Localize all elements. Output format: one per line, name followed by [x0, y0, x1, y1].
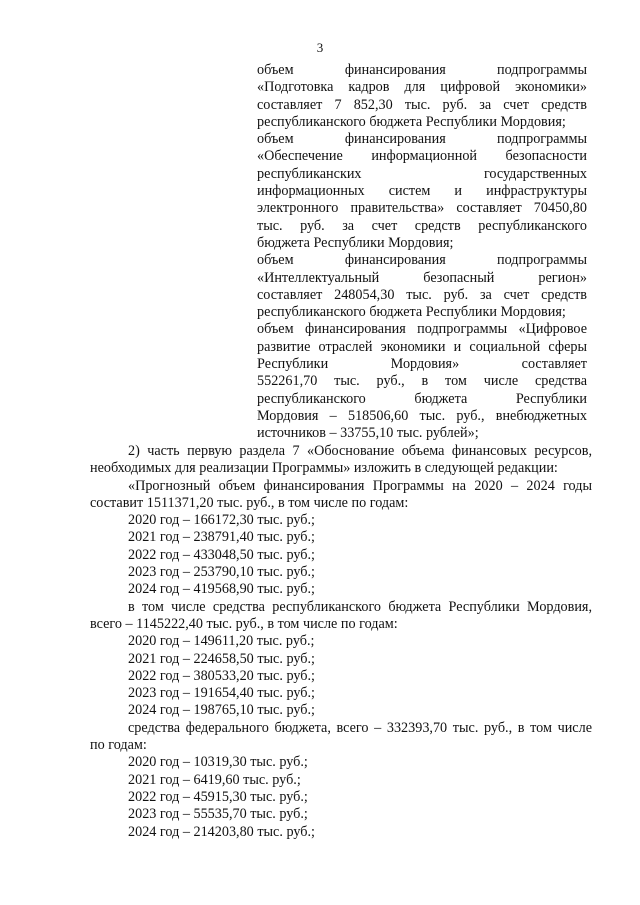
- body-text-line: «Прогнозный объем финансирования Программы на 2020 – 2024 годы: [128, 477, 592, 494]
- amendment-text: [90, 443, 592, 841]
- column-text-line: объем финансирования подпрограммы: [257, 131, 587, 148]
- body-text-line: составит 1511371,20 тыс. руб., в том числе по годам:: [90, 494, 409, 511]
- body-text-line: 2023 год – 191654,40 тыс. руб.;: [128, 685, 315, 702]
- body-text-line: 2020 год – 149611,20 тыс. руб.;: [128, 633, 315, 650]
- body-text-line: средства федерального бюджета, всего – 332393,70 тыс. руб., в том числе: [128, 719, 592, 736]
- body-text-line: 2024 год – 419568,90 тыс. руб.;: [128, 581, 315, 598]
- body-text-line: 2024 год – 214203,80 тыс. руб.;: [128, 823, 315, 840]
- column-text-line: республиканского бюджета Республики: [257, 390, 587, 407]
- column-text-line: источников – 33755,10 тыс. рублей»;: [257, 425, 479, 442]
- body-text-line: 2021 год – 238791,40 тыс. руб.;: [128, 529, 315, 546]
- body-text-line: необходимых для реализации Программы» изложить в следующей редакции:: [90, 460, 558, 477]
- column-text-line: объем финансирования подпрограммы «Цифровое: [257, 321, 587, 338]
- column-text-line: 552261,70 тыс. руб., в том числе средства: [257, 373, 587, 390]
- body-text-line: по годам:: [90, 737, 147, 754]
- body-text-line: всего – 1145222,40 тыс. руб., в том числе по годам:: [90, 615, 398, 632]
- body-text-line: 2021 год – 6419,60 тыс. руб.;: [128, 771, 301, 788]
- column-text-line: республиканских государственных: [257, 165, 587, 182]
- body-text-line: 2022 год – 433048,50 тыс. руб.;: [128, 546, 315, 563]
- column-text-line: составляет 248054,30 тыс. руб. за счет средств: [257, 286, 587, 303]
- column-text-line: Мордовия – 518506,60 тыс. руб., внебюджетных: [257, 407, 587, 424]
- column-text-line: «Подготовка кадров для цифровой экономики»: [257, 79, 587, 96]
- column-text-line: республиканского бюджета Республики Мордовия;: [257, 304, 566, 321]
- column-text-line: электронного правительства» составляет 70450,80: [257, 200, 587, 217]
- column-text-line: республиканского бюджета Республики Мордовия;: [257, 113, 566, 130]
- column-text-line: информационных систем и инфраструктуры: [257, 183, 587, 200]
- column-text-line: объем финансирования подпрограммы: [257, 62, 587, 78]
- body-text-line: 2024 год – 198765,10 тыс. руб.;: [128, 702, 315, 719]
- body-text-line: 2023 год – 55535,70 тыс. руб.;: [128, 806, 308, 823]
- body-text-line: 2022 год – 380533,20 тыс. руб.;: [128, 667, 315, 684]
- column-text-line: бюджета Республики Мордовия;: [257, 234, 454, 251]
- column-text-line: объем финансирования подпрограммы: [257, 252, 587, 269]
- column-text-line: составляет 7 852,30 тыс. руб. за счет средств: [257, 96, 587, 113]
- body-text-line: 2022 год – 45915,30 тыс. руб.;: [128, 788, 308, 805]
- page-number: 3: [316, 40, 324, 55]
- body-text-line: 2021 год – 224658,50 тыс. руб.;: [128, 650, 315, 667]
- column-text-line: «Обеспечение информационной безопасности: [257, 148, 587, 165]
- body-text-line: 2020 год – 10319,30 тыс. руб.;: [128, 754, 308, 771]
- column-text-line: Республики Мордовия» составляет: [257, 356, 587, 373]
- passport-funding-column: [257, 62, 587, 443]
- column-text-line: развитие отраслей экономики и социальной сферы: [257, 338, 587, 355]
- column-text-line: «Интеллектуальный безопасный регион»: [257, 269, 587, 286]
- body-text-line: 2) часть первую раздела 7 «Обоснование объема финансовых ресурсов,: [128, 443, 592, 459]
- column-text-line: тыс. руб. за счет средств республиканского: [257, 217, 587, 234]
- body-text-line: 2020 год – 166172,30 тыс. руб.;: [128, 512, 315, 529]
- body-text-line: 2023 год – 253790,10 тыс. руб.;: [128, 564, 315, 581]
- body-text-line: в том числе средства республиканского бюджета Республики Мордовия,: [128, 598, 592, 615]
